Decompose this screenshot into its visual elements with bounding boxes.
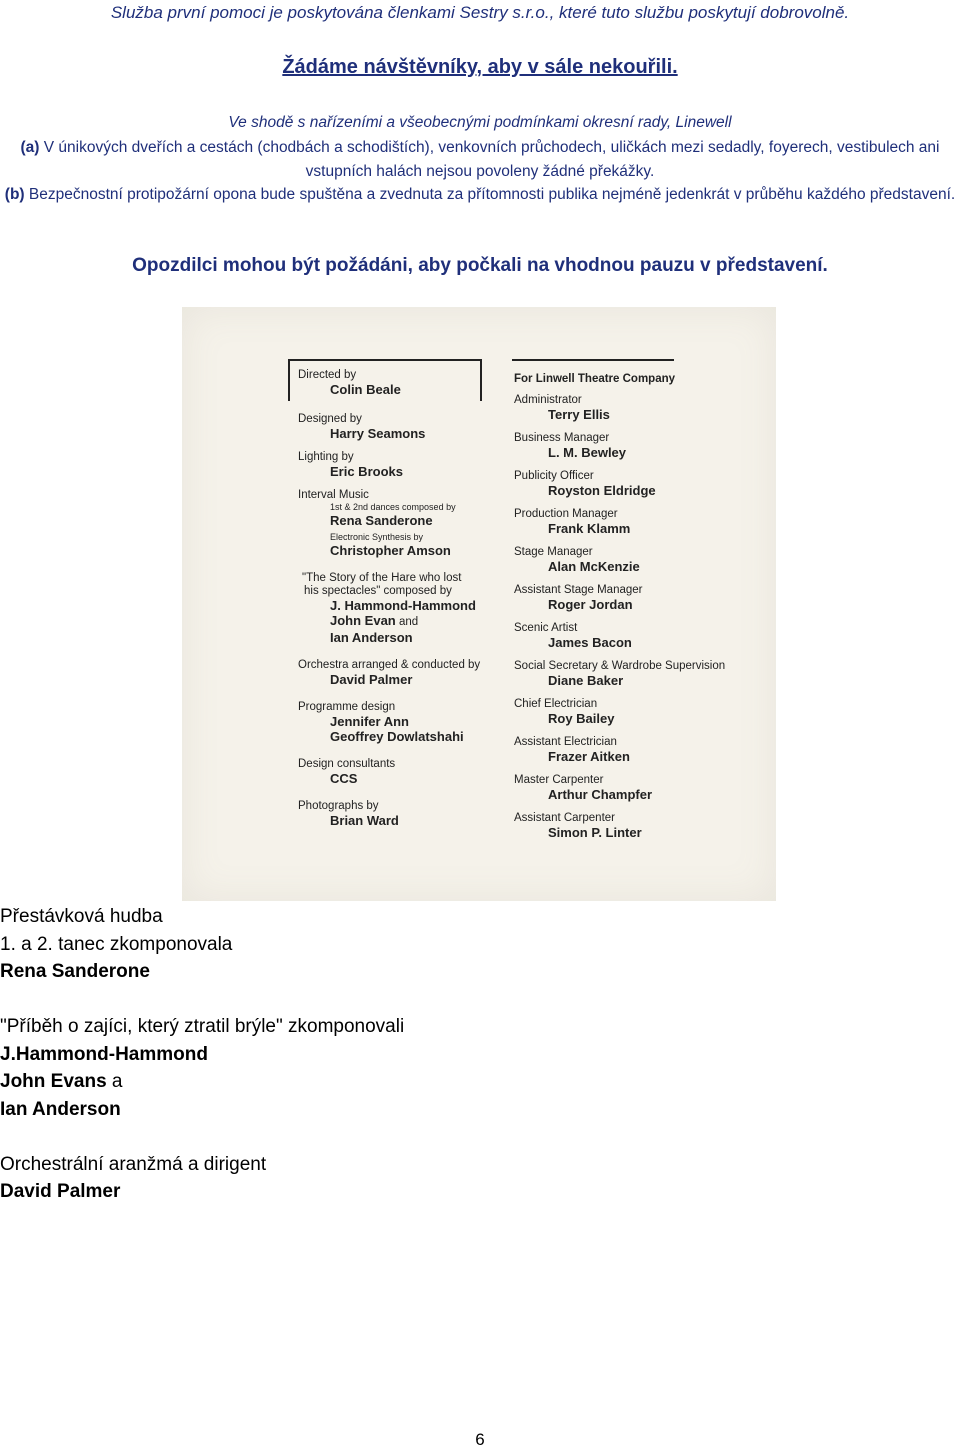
role-name: Roy Bailey	[548, 711, 615, 726]
tr-story-label: "Příběh o zajíci, který ztratil brýle" zkomponovali	[0, 1016, 405, 1037]
tr-music-label: Přestávková hudba	[0, 906, 163, 927]
role-name: Royston Eldridge	[548, 483, 656, 498]
credit-conjunction: and	[395, 616, 419, 628]
tr-orchestra-name: David Palmer	[0, 1181, 121, 1202]
credit-label: Design consultants	[298, 758, 396, 770]
regulation-b	[4, 183, 956, 207]
credit-name: CCS	[330, 771, 358, 786]
credit-name: J. Hammond-Hammond	[330, 598, 476, 613]
role-name: Frank Klamm	[548, 521, 631, 536]
credit-name: Brian Ward	[330, 813, 399, 828]
credit-name: Rena Sanderone	[330, 513, 433, 528]
company-role	[514, 660, 774, 688]
role-label: Chief Electrician	[514, 698, 598, 710]
tr-orchestra-label: Orchestrální aranžmá a dirigent	[0, 1153, 267, 1175]
role-label: Master Carpenter	[514, 774, 604, 786]
credit-label: his spectacles" composed by	[304, 585, 452, 597]
page-number: 6	[475, 1430, 485, 1449]
role-name: L. M. Bewley	[548, 445, 627, 460]
company-rule	[512, 359, 674, 361]
credit-name: Harry Seamons	[330, 426, 426, 441]
smoking-notice: Žádáme návštěvníky, aby v sále nekouřili.	[282, 56, 678, 78]
programme-credits-scan	[182, 307, 776, 901]
credit-name: David Palmer	[330, 672, 413, 687]
tr-story-name-1: J.Hammond-Hammond	[0, 1043, 208, 1065]
company-role	[514, 432, 774, 460]
volunteer-notice: Služba první pomoci je poskytována členkami Sestry s.r.o., které tuto službu poskytují dobrovolně.	[110, 3, 850, 22]
role-name: Roger Jordan	[548, 597, 633, 612]
credits-right-column	[514, 373, 774, 850]
credit-name: Christopher Amson	[330, 543, 451, 558]
tr-dances-name: Rena Sanderone	[0, 961, 150, 982]
role-name: Frazer Aitken	[548, 749, 630, 764]
regulation-b-marker: (b)	[4, 186, 25, 203]
role-label: Publicity Officer	[514, 470, 594, 482]
role-label: Scenic Artist	[514, 622, 578, 634]
credit-name: Jennifer Ann	[330, 714, 409, 729]
credit-name: Eric Brooks	[330, 464, 403, 479]
credit-label: Interval Music	[298, 489, 369, 501]
translation-block	[0, 903, 404, 1206]
latecomers-notice: Opozdilci mohou být požádáni, aby počkali na vhodnou pauzu v představení.	[132, 255, 828, 276]
role-label: Assistant Electrician	[514, 736, 617, 748]
credit-name: Geoffrey Dowlatshahi	[330, 729, 464, 744]
role-name: Simon P. Linter	[548, 825, 642, 840]
credit-label: Designed by	[298, 413, 362, 425]
company-role	[514, 508, 774, 536]
role-name: Arthur Champfer	[548, 787, 653, 802]
credit-name: Ian Anderson	[330, 630, 413, 645]
credit-sublabel: Electronic Synthesis by	[330, 532, 424, 542]
company-role	[514, 622, 774, 650]
company-role	[514, 546, 774, 574]
role-label: Administrator	[514, 394, 582, 406]
credits-left-column	[298, 369, 498, 838]
role-name: Terry Ellis	[548, 407, 610, 422]
role-label: Business Manager	[514, 432, 610, 444]
role-label: Production Manager	[514, 508, 618, 520]
credit-label: "The Story of the Hare who lost	[302, 572, 462, 584]
tr-story-conjunction: a	[106, 1071, 123, 1092]
regulation-b-text: Bezpečnostní protipožární opona bude spuštěna a zvednuta za přítomnosti publika nejméně jedenkrát v průběhu každého představení.	[24, 186, 956, 203]
credit-name: Colin Beale	[330, 382, 401, 397]
credit-label: Programme design	[298, 701, 396, 713]
company-role	[514, 584, 774, 612]
company-role	[514, 394, 774, 422]
credit-label: Photographs by	[298, 800, 379, 812]
company-role	[514, 698, 774, 726]
company-role	[514, 812, 774, 840]
credit-sublabel: 1st & 2nd dances composed by	[330, 502, 456, 512]
credit-label: Directed by	[298, 369, 357, 381]
tr-dances-label: 1. a 2. tanec zkomponovala	[0, 933, 233, 955]
credit-label: Orchestra arranged & conducted by	[298, 659, 481, 671]
regulation-a-text: V únikových dveřích a cestách (chodbách a schodištích), venkovních průchodech, uličkách mezi sedadly, foyerech, vestibulech ani vstupních halách nejsou povoleny žádné překážky.	[39, 139, 940, 180]
role-label: Social Secretary & Wardrobe Supervision	[514, 660, 726, 672]
role-label: Assistant Carpenter	[514, 812, 615, 824]
role-label: Stage Manager	[514, 546, 593, 558]
tr-story-name-2: John Evans	[0, 1071, 107, 1092]
company-heading: For Linwell Theatre Company	[514, 373, 676, 385]
company-roles-list	[514, 394, 774, 840]
role-label: Assistant Stage Manager	[514, 584, 643, 596]
credit-label: Lighting by	[298, 451, 354, 463]
company-role	[514, 470, 774, 498]
role-name: Alan McKenzie	[548, 559, 640, 574]
role-name: James Bacon	[548, 635, 632, 650]
role-name: Diane Baker	[548, 673, 624, 688]
regulations-heading: Ve shodě s nařízeními a všeobecnými podmínkami okresní rady, Linewell	[228, 114, 732, 131]
credit-name: John Evan	[330, 613, 396, 628]
company-role	[514, 736, 774, 764]
regulation-a-marker: (a)	[20, 139, 40, 156]
regulation-a	[4, 136, 956, 183]
regulations-block	[4, 136, 956, 207]
company-role	[514, 774, 774, 802]
tr-story-name-3: Ian Anderson	[0, 1098, 121, 1120]
